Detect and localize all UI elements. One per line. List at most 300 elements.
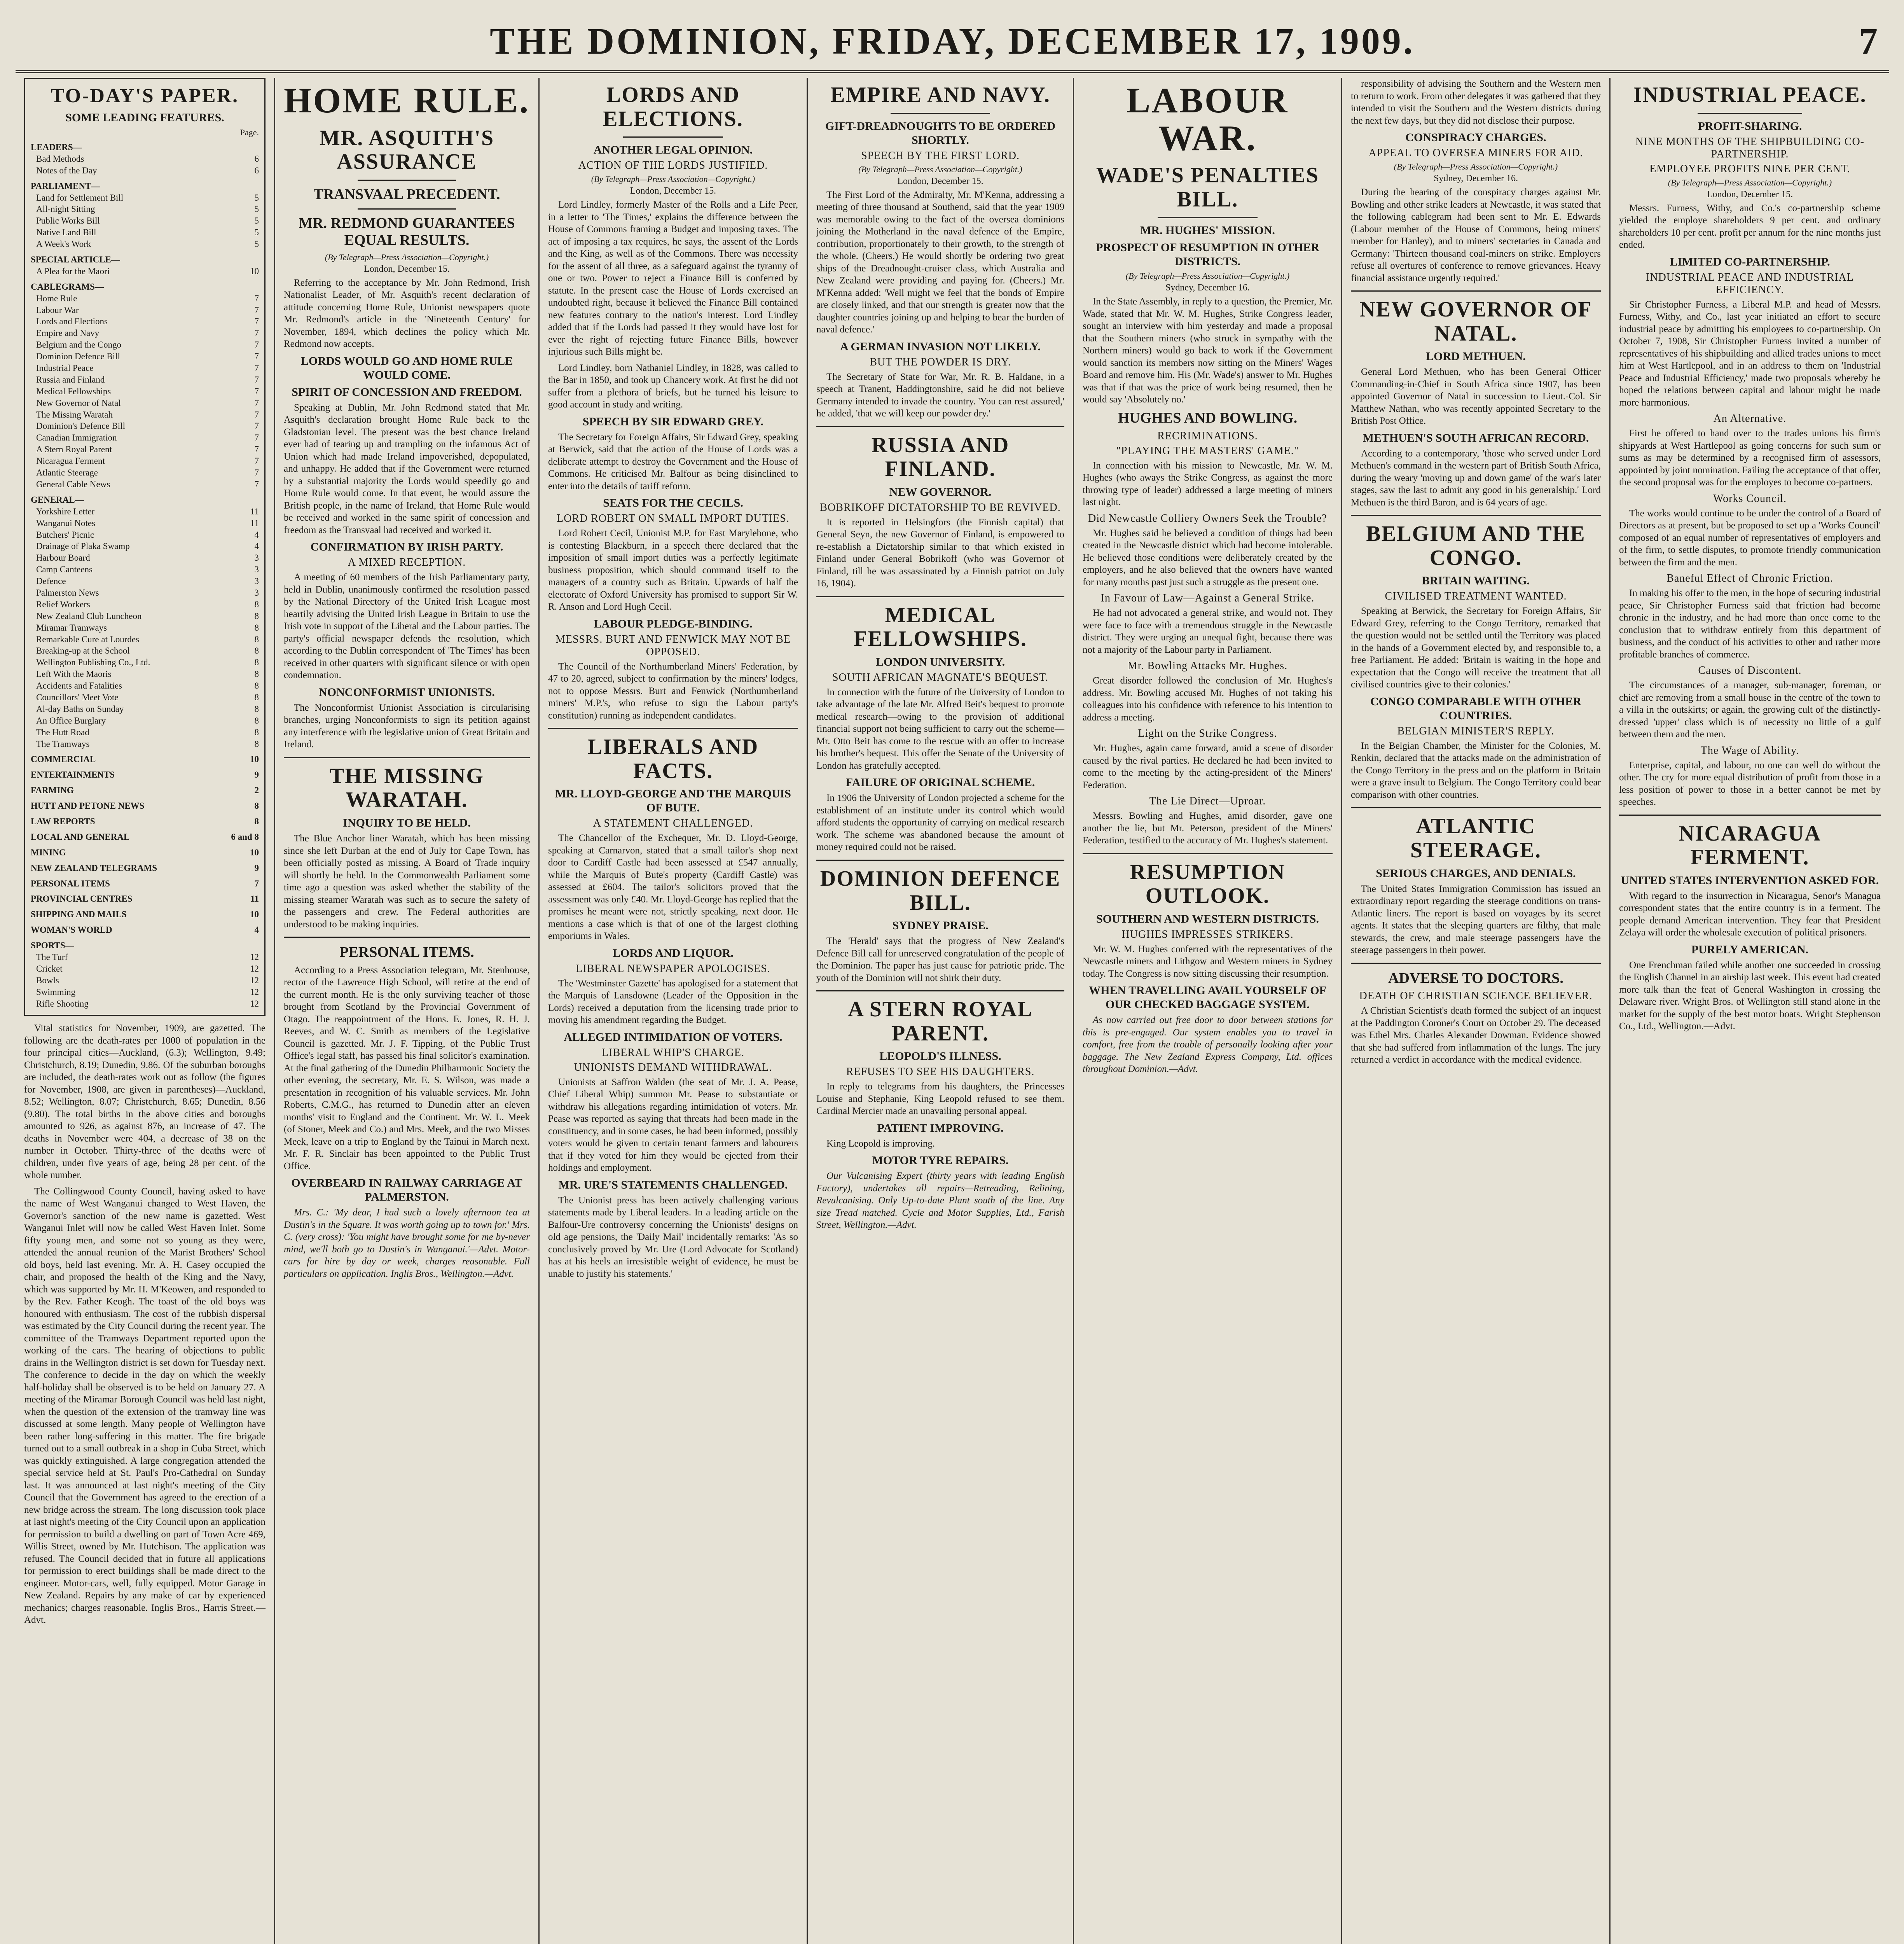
toc-item-label: A Plea for the Maori xyxy=(36,266,110,276)
subhead: SOUTH AFRICAN MAGNATE'S BEQUEST. xyxy=(832,671,1049,684)
article-paragraph: A Christian Scientist's death formed the subject of an inquest at the Paddington Coroner's Court on October 29. The deceased was Ethel Mrs. Charles Alexander Dowman. Evidence showed that she had suffered from inflammation of the lungs. The jury returned a verdict in accordance with the medical evidence. xyxy=(1351,1005,1601,1065)
subhead: An Alternative. xyxy=(1713,413,1787,425)
toc-item-label: Cricket xyxy=(36,963,63,974)
toc-item-label: Yorkshire Letter xyxy=(36,506,95,516)
toc-item-label: Left With the Maoris xyxy=(36,669,112,679)
advertisement: Our Vulcanising Expert (thirty years with leading English Factory), undertakes all repairs—Retreading, Relining, Revulcanising. Only Up-to-date Plant south of the line. Any size Tread matched. Cycle and Motor Supplies, Ltd., Farish Street, Wellington.—Advt. xyxy=(816,1171,1064,1231)
toc-item xyxy=(31,738,259,750)
subhead: OVERBEARD IN RAILWAY CARRIAGE AT PALMERSTON. xyxy=(291,1177,522,1204)
subhead: BELGIAN MINISTER'S REPLY. xyxy=(1397,725,1555,737)
toc-section-label: MINING xyxy=(31,847,66,857)
dateline: London, December 15. xyxy=(630,186,716,196)
toc-section-label: NEW ZEALAND TELEGRAMS xyxy=(31,863,157,873)
article-paragraph: The Nonconformist Unionist Association is circularising branches, urging Nonconformists to sign its petition against any interference with the legislative union of Great Britain and Ireland. xyxy=(284,702,530,750)
toc-page: 8 xyxy=(254,599,259,609)
toc-item xyxy=(31,444,259,455)
subhead: MR. LLOYD-GEORGE AND THE MARQUIS OF BUTE. xyxy=(555,787,791,815)
toc-item xyxy=(31,610,259,622)
toc-page: 3 xyxy=(254,576,259,586)
toc-section xyxy=(31,878,259,890)
toc-section xyxy=(31,924,259,936)
toc-item xyxy=(31,727,259,738)
subhead: BUT THE POWDER IS DRY. xyxy=(870,356,1011,368)
article-paragraph: The Secretary of State for War, Mr. R. B. Haldane, in a speech at Tranent, Haddingtonshire, said he did not believe Germany intended to invade the country. 'You can rest assured,' he added, 'that we will keep our powder dry.' xyxy=(816,371,1064,419)
credit-line: (By Telegraph—Press Association—Copyright.) xyxy=(858,164,1022,174)
toc-section-label: FARMING xyxy=(31,785,74,795)
subhead: CONFIRMATION BY IRISH PARTY. xyxy=(310,540,503,554)
toc-item xyxy=(31,479,259,490)
deck-wade: WADE'S PENALTIES BILL. xyxy=(1096,163,1319,212)
toc-item xyxy=(31,703,259,715)
toc-section xyxy=(31,800,259,812)
toc-page: 2 xyxy=(254,785,259,795)
article-paragraph: Unionists at Saffron Walden (the seat of Mr. J. A. Pease, Chief Liberal Whip) summon Mr. Pease to substantiate or withdraw his allegations regarding intimidation of voters. Mr. Pease was reported as saying that threats had been made in the constituency, and in some cases, he had been informed, possibly voters would be given to certain tenant farmers and labourers that if they voted for him they would be ejected from their holdings and employment. xyxy=(548,1077,798,1173)
toc-item xyxy=(31,622,259,634)
toc-section xyxy=(31,831,259,843)
toc-item xyxy=(31,432,259,444)
subhead: A GERMAN INVASION NOT LIKELY. xyxy=(840,340,1041,353)
toc-item-label: General Cable News xyxy=(36,479,110,489)
toc-section-label: ENTERTAINMENTS xyxy=(31,770,115,780)
toc-item xyxy=(31,215,259,227)
headline-atlantic-steerage: ATLANTIC STEERAGE. xyxy=(1410,814,1541,862)
column-1 xyxy=(16,78,274,1944)
toc-page: 9 xyxy=(254,770,259,780)
article-paragraph: First he offered to hand over to the trades unions his firm's shipyards at West Hartlepool as going concerns for such sum or sums as may be determined by a recognised firm of assessors, appointed by joint nomination. Failing the acceptance of that offer, the second proposal was for the employes to become co-partners. xyxy=(1619,428,1881,488)
subhead: BOBRIKOFF DICTATORSHIP TO BE REVIVED. xyxy=(820,501,1061,514)
toc-item xyxy=(31,634,259,645)
toc-page: 7 xyxy=(254,433,259,443)
article-paragraph: A meeting of 60 members of the Irish Parliamentary party, held in Dublin, unanimously confirmed the resolution passed by the National Directory of the United Irish League most heartily advising the United Irish League in Britain to use the Irish vote in support of the Liberal and the Labour parties. The party's official newspaper defends the resolution, which according to the Dublin correspondent of 'The Times' has been received in other quarters with significant silence or with open condemnation. xyxy=(284,572,530,681)
toc-item-label: Wanganui Notes xyxy=(36,518,96,528)
subhead: UNIONISTS DEMAND WITHDRAWAL. xyxy=(574,1061,772,1073)
toc-item-label: All-night Sitting xyxy=(36,204,95,214)
toc-page: 7 xyxy=(254,456,259,466)
toc-section xyxy=(31,862,259,874)
toc-item xyxy=(31,304,259,316)
subhead: INDUSTRIAL PEACE AND INDUSTRIAL EFFICIENCY. xyxy=(1646,271,1854,296)
toc-item xyxy=(31,293,259,304)
toc-page: 3 xyxy=(254,565,259,575)
column-5 xyxy=(1073,78,1341,1944)
toc-item xyxy=(31,203,259,215)
article-paragraph: In reply to telegrams from his daughters, the Princesses Louise and Stephanie, King Leopold refused to see them. Cardinal Mercier made an unavailing personal appeal. xyxy=(816,1081,1064,1117)
toc-item xyxy=(31,409,259,421)
headline-nicaragua: NICARAGUA FERMENT. xyxy=(1679,821,1821,870)
toc-page: 4 xyxy=(254,925,259,935)
toc-page-heading: Page. xyxy=(240,128,259,137)
toc-item-label: Breaking-up at the School xyxy=(36,646,130,656)
divider xyxy=(816,596,1064,597)
subhead: EMPLOYEE PROFITS NINE PER CENT. xyxy=(1649,163,1850,175)
toc-page: 7 xyxy=(254,374,259,385)
subhead: "PLAYING THE MASTERS' GAME." xyxy=(1116,444,1299,457)
headline-personal-items: PERSONAL ITEMS. xyxy=(339,944,474,961)
column-6 xyxy=(1341,78,1609,1944)
column-2 xyxy=(274,78,538,1944)
article-paragraph: Lord Lindley, formerly Master of the Rolls and a Life Peer, in a letter to 'The Times,' explains the difference between the House of Commons framing a Budget and imposing taxes. The act of imposing a tax requires, he says, the assent of the Lords and the King, as well as of the Commons. There was necessity for the assent of all three, as a safeguard against the tyranny of one or two. Power to reject a Finance Bill is conferred by statute. In the present case the House of Lords exercised an undoubted right, because it believed the Finance Bill contained new features contrary to the nation's interest. Lord Lindley added that if the Lords had passed it they would have lost for ever the right of rejecting future Finance Bills, however injurious such Bills might be. xyxy=(548,199,798,357)
headline-home-rule: HOME RULE. xyxy=(284,80,530,120)
column-4 xyxy=(807,78,1073,1944)
toc-item-label: The Hutt Road xyxy=(36,727,89,737)
toc-item-label: A Week's Work xyxy=(36,239,91,249)
toc-item-label: Bowls xyxy=(36,975,59,985)
deck-resumption: PROSPECT OF RESUMPTION IN OTHER DISTRICTS. xyxy=(1095,241,1320,268)
deck-transvaal: TRANSVAAL PRECEDENT. xyxy=(313,186,500,203)
subhead: PROFIT-SHARING. xyxy=(1698,119,1802,133)
toc-item xyxy=(31,165,259,177)
subhead: MESSRS. BURT AND FENWICK MAY NOT BE OPPOSED. xyxy=(555,633,791,658)
article-paragraph: In the State Assembly, in reply to a question, the Premier, Mr. Wade, stated that Mr. W. M. Hughes, Strike Congress leader, sought an interview with him yesterday and made a proposal that the Southern miners (who struck in sympathy with the Northern miners) would go back to work if the Government would sanction its members now sitting on the Miners' Wages Board and remove him. His (Mr. Wade's) answer to Mr. Hughes was that if that was the price of work being resumed, then he would say 'Absolutely no.' xyxy=(1083,296,1333,405)
column-7 xyxy=(1609,78,1889,1944)
headline-lords: LORDS AND ELECTIONS. xyxy=(603,83,743,131)
divider xyxy=(816,990,1064,991)
toc-page: 8 xyxy=(254,816,259,826)
toc-item-label: Belgium and the Congo xyxy=(36,340,122,350)
article-paragraph: King Leopold is improving. xyxy=(826,1138,935,1149)
toc-item xyxy=(31,327,259,339)
credit-line: (By Telegraph—Press Association—Copyright.) xyxy=(1125,271,1290,281)
toc-section: PARLIAMENT— xyxy=(31,181,100,191)
subhead: CONSPIRACY CHARGES. xyxy=(1405,131,1546,144)
article-paragraph: Speaking at Dublin, Mr. John Redmond stated that Mr. Asquith's declaration brought Home Rule back to the Gladstonian level. The present was the best chance Ireland ever had of tearing up and trampling on the infamous Act of Union which had made Ireland impoverished, depopulated, and unhappy. He added that if the Government were returned by a substantial majority the Lords would speedily go and Home Rule would come. In that event, he would assure the British people, in the name of Ireland, that Home Rule would be received and worked in the same spirit of concession and freedom as the Transvaal had received and worked it. xyxy=(284,402,530,535)
article-paragraph: In making his offer to the men, in the hope of securing industrial peace, Sir Christopher Furness said that friction had become chronic in the industry, and he had more than once come to the conclusion that to withdraw entirely from this department of business, and the conduct of his activities to other and rather more profitable branches of commerce. xyxy=(1619,588,1881,660)
toc-page: 8 xyxy=(254,611,259,621)
subhead: Mr. Bowling Attacks Mr. Hughes. xyxy=(1127,660,1288,672)
toc-page: 8 xyxy=(254,801,259,811)
subhead: CONGO COMPARABLE WITH OTHER COUNTRIES. xyxy=(1370,695,1582,722)
article-paragraph: In connection with the future of the University of London to take advantage of the late Mr. Alfred Beit's bequest to promote medical research—owing to the provision of additional financial support not being sufficient to carry out the scheme—Mr. Otto Beit has come to the rescue with an offer to increase his brother's bequest. This offer the Senate of the University of London has gratefully accepted. xyxy=(816,687,1064,771)
toc-item xyxy=(31,998,259,1010)
toc-page: 7 xyxy=(254,468,259,478)
toc-page: 11 xyxy=(250,894,259,904)
toc-item-label: The Turf xyxy=(36,952,68,962)
article-paragraph: With regard to the insurrection in Nicaragua, Senor's Managua correspondent states that the entire country is in a ferment. The people demand American intervention. They fear that President Zelaya will order the wholesale execution of political prisoners. xyxy=(1619,890,1881,938)
toc-page: 7 xyxy=(254,479,259,489)
toc-item xyxy=(31,397,259,409)
toc-page: 12 xyxy=(250,975,259,985)
toc-section-label: LOCAL AND GENERAL xyxy=(31,832,130,842)
divider xyxy=(358,180,456,181)
headline-natal: NEW GOVERNOR OF NATAL. xyxy=(1359,297,1592,346)
toc-section xyxy=(31,847,259,858)
toc-item-label: Medical Fellowships xyxy=(36,386,111,396)
subhead: REFUSES TO SEE HIS DAUGHTERS. xyxy=(846,1066,1035,1078)
toc-item-label: Drainage of Plaka Swamp xyxy=(36,541,130,551)
toc-item xyxy=(31,506,259,517)
page-number: 7 xyxy=(1859,20,1878,62)
article-paragraph: According to a Press Association telegram, Mr. Stenhouse, rector of the Lawrence High School, will retire at the end of the current month. He is the only surviving teacher of those brought from Scotland by the Provincial Government of Otago. The reappointment of the Hons. E. Jones, R. H. J. Reeves, and W. C. Smith as members of the Legislative Council is gazetted. Mr. J. F. Tipping, of the Public Trust Office's legal staff, has passed his final solicitor's examination. At the final gathering of the Dunedin Philharmonic Society the other evening, the secretary, Mr. E. S. Wilson, was made a presentation in recognition of his valuable services. Mr. John Roberts, C.M.G., has returned to Dunedin after an eleven months' visit to England and the Continent. Mr. W. L. Meek (of Stoner, Meek and Co.) and Mrs. Meek, and the two Misses Meek, leave on a trip to England by the Tainui in March next. Mr. F. R. Sinclair has been appointed to the Public Trust Office. xyxy=(284,965,530,1171)
article-paragraph: Sir Christopher Furness, a Liberal M.P. and head of Messrs. Furness, Withy, and Co., last year initiated an effort to secure industrial peace by admitting his employees to co-partnership. On October 7, 1908, Sir Christopher Furness invited a number of representatives of his shipbuilding and allied trades unions to meet him at West Hartlepool, and in an address to them on 'Industrial Peace and Industrial Efficiency,' made two proposals whereby he hoped the relations between capital and labour might be made more harmonious. xyxy=(1619,299,1881,408)
article-paragraph: The First Lord of the Admiralty, Mr. M'Kenna, addressing a meeting of three thousand at Southend, said that the year 1909 was memorable owing to the fact of the oversea dominions joining the Motherland in the naval defence of the Empire, contribution, proportionately to their growth, to the strength of the whole. (Cheers.) He would shortly be ordering two great ships of the Dreadnought-cruiser class, which Australia and New Zealand were providing and paying for. (Cheers.) Mr. M'Kenna added: 'Well might we feel that the bonds of Empire are closely linked, and that our strength is greater now that the daughter countries joining up and helping to bear the burden of naval defence.' xyxy=(816,189,1064,335)
article-paragraph: Mr. Hughes said he believed a condition of things had been created in the Newcastle district which had become intolerable. He believed those conditions were deliberately created by the employers, and he also believed that the owners have wanted for many months past just such a struggle as the present one. xyxy=(1083,528,1333,587)
toc-page: 8 xyxy=(254,692,259,702)
subhead: Baneful Effect of Chronic Friction. xyxy=(1666,572,1833,585)
subhead: Causes of Discontent. xyxy=(1698,664,1802,677)
toc-page: 7 xyxy=(254,351,259,362)
article-paragraph: Lord Robert Cecil, Unionist M.P. for East Marylebone, who is contesting Blackburn, in a speech there declared that the imposition of small import duties was a perfectly legitimate business proposition, which should command itself to the managers of a country such as Britain. Upwards of half the electorate of Oxford University has promised to support Sir W. R. Anson and Lord Hugh Cecil. xyxy=(548,528,798,612)
article-paragraph: The 'Westminster Gazette' has apologised for a statement that the Marquis of Lansdowne (Leader of the Opposition in the Lords) received a deputation from the licensing trade prior to moving his amendment regarding the Budget. xyxy=(548,978,798,1026)
toc-item xyxy=(31,374,259,386)
toc-item-label: Labour War xyxy=(36,305,79,315)
subhead: LEOPOLD'S ILLNESS. xyxy=(879,1050,1001,1063)
divider xyxy=(1619,815,1881,816)
toc-page: 7 xyxy=(254,305,259,315)
todays-paper-title: TO-DAY'S PAPER. xyxy=(51,85,239,107)
subhead: A MIXED RECEPTION. xyxy=(348,556,466,569)
toc-item-label: Harbour Board xyxy=(36,553,90,563)
toc-item xyxy=(31,963,259,975)
toc-section-label: WOMAN'S WORLD xyxy=(31,925,112,935)
toc-item-label: Notes of the Day xyxy=(36,165,97,175)
toc-page: 7 xyxy=(254,363,259,373)
toc-item-label: Al-day Baths on Sunday xyxy=(36,704,124,714)
subhead: NONCONFORMIST UNIONISTS. xyxy=(319,685,495,699)
toc-item-label: Defence xyxy=(36,576,66,586)
toc-page: 8 xyxy=(254,634,259,644)
toc-page: 12 xyxy=(250,952,259,962)
headline-empire-navy: EMPIRE AND NAVY. xyxy=(830,83,1050,107)
subhead: MR. URE'S STATEMENTS CHALLENGED. xyxy=(558,1178,788,1191)
toc-page: 8 xyxy=(254,657,259,668)
article-paragraph: responsibility of advising the Southern and the Western men to return to work. From other delegates it was gathered that they intended to visit the Southern and the Western districts during the next few days, but they did not disclose their purpose. xyxy=(1351,79,1601,126)
toc-item-label: Councillors' Meet Vote xyxy=(36,692,119,702)
toc-item-label: Remarkable Cure at Lourdes xyxy=(36,634,140,644)
toc-item xyxy=(31,951,259,963)
toc-item xyxy=(31,692,259,703)
advertisement: As now carried out free door to door between stations for this is pre-engaged. Our system enables you to travel in comfort, free from the trouble of personally looking after your baggage. The New Zealand Express Company, Ltd. offices throughout Dominion.—Advt. xyxy=(1083,1015,1333,1075)
toc-page: 7 xyxy=(254,409,259,420)
subhead: APPEAL TO OVERSEA MINERS FOR AID. xyxy=(1368,147,1583,159)
toc-item-label: Accidents and Fatalities xyxy=(36,681,122,691)
toc-page: 4 xyxy=(254,530,259,540)
toc-page: 7 xyxy=(254,421,259,431)
toc-item-label: Home Rule xyxy=(36,293,77,303)
dateline: Sydney, December 16. xyxy=(1165,283,1250,293)
toc-item-label: Dominion Defence Bill xyxy=(36,351,120,362)
toc-item xyxy=(31,657,259,668)
toc-section: SPORTS— xyxy=(31,941,74,951)
subhead: FAILURE OF ORIGINAL SCHEME. xyxy=(845,776,1035,789)
toc-page: 6 xyxy=(254,165,259,175)
subhead: SEATS FOR THE CECILS. xyxy=(603,496,743,510)
article-paragraph: According to a contemporary, 'those who served under Lord Methuen's command in the western part of British South Africa, during the weary 'moving up and down game' of the war's later stages, saw the last to admit any good in his generalship.' Lord Methuen is the third Baron, and is 64 years of age. xyxy=(1351,448,1601,508)
subhead: PURELY AMERICAN. xyxy=(1691,943,1809,956)
article-paragraph: The United States Immigration Commission has issued an extraordinary report regarding the steerage conditions on trans-Atlantic liners. The report is based on voyages by its secret agents. It states that the sleeping quarters are filthy, that male stewards, the crew, and male steerage passengers have the steerage passengers in their power. xyxy=(1351,883,1601,956)
todays-paper-box xyxy=(24,78,266,1016)
toc-section-label: LAW REPORTS xyxy=(31,816,95,826)
dateline: London, December 15. xyxy=(897,176,983,186)
article-paragraph: In the Belgian Chamber, the Minister for the Colonies, M. Renkin, declared that the attacks made on the administration of the Congo Territory in the press and on the platform in Britain were a grave insult to Belgium. The Congo Territory could bear comparison with other countries. xyxy=(1351,740,1601,800)
subhead: INQUIRY TO BE HELD. xyxy=(343,816,471,830)
toc-page: 7 xyxy=(254,444,259,455)
toc-page: 8 xyxy=(254,715,259,726)
subhead: LORDS AND LIQUOR. xyxy=(613,946,734,960)
subhead: Light on the Strike Congress. xyxy=(1138,727,1277,740)
headline-stern-parent: A STERN ROYAL PARENT. xyxy=(848,997,1033,1045)
toc-item-label: Public Works Bill xyxy=(36,216,100,226)
subhead: LORD METHUEN. xyxy=(1426,350,1526,363)
toc-page: 3 xyxy=(254,587,259,598)
subhead: LABOUR PLEDGE-BINDING. xyxy=(594,617,753,630)
toc-page: 5 xyxy=(254,227,259,238)
toc-item xyxy=(31,192,259,204)
toc-item-label: Dominion's Defence Bill xyxy=(36,421,125,431)
subhead: LIBERAL WHIP'S CHARGE. xyxy=(602,1046,744,1059)
toc-item xyxy=(31,351,259,362)
article-paragraph: The Blue Anchor liner Waratah, which has been missing since she left Durban at the end of July for Cape Town, has been officially posted as missing. A Board of Trade inquiry will shortly be held. In the Commonwealth Parliament some time ago a question was asked whether the stability of the missing steamer Waratah was such as to secure the safety of the passengers and crew. The Federal authorities are understood to be making inquiries. xyxy=(284,833,530,930)
article-paragraph: The Chancellor of the Exchequer, Mr. D. Lloyd-George, speaking at Carnarvon, stated that a small tailor's shop next door to Cardiff Castle had been assessed at £547 annually, while the Marquis of Bute's property (Cardiff Castle) was assessed at £604. The tailor's solicitors proved that the assessment was only £40. Mr. Lloyd-George has replied that the promises he meant were not, strictly speaking, next door. He mentions a case which is that of one of the largest clothing emporiums in Wales. xyxy=(548,833,798,942)
divider xyxy=(623,136,723,138)
toc-item xyxy=(31,552,259,564)
divider xyxy=(1083,853,1333,854)
article-paragraph: During the hearing of the conspiracy charges against Mr. Bowling and other strike leaders at Newcastle, it was stated that the following cablegram had been sent to Mr. E. Edwards (Labour member of the House of Commons, being miners' member for Hanley), and to miners' secretaries in Canada and Germany: 'Thirteen thousand coal-miners on strike. Employers refuse all overtures of conference to remove grievances. Heavy financial assistance urgently required.' xyxy=(1351,187,1601,283)
divider xyxy=(1351,290,1601,292)
headline-adverse-doctors: ADVERSE TO DOCTORS. xyxy=(1388,970,1563,986)
vital-statistics: Vital statistics for November, 1909, are gazetted. The following are the death-rates per 1000 of population in the four principal cities—Auckland, (6.3); Wellington, 9.49; Christchurch, 8.19; Dunedin, 9.86. Of the suburban boroughs are included, the death-rates work out as follow (the figures for November, 1908, are given in parentheses)—Auckland, 8.52; Wellington, 8.07; Christchurch, 8.65; Dunedin, 8.56 (9.80). The total births in the above cities and boroughs amounted to 926, as against 876, an increase of 47. The deaths in November were 404, a decrease of 38 on the number in October. Thirty-three of the deaths were of children, under five years of age, being 28 per cent. of the whole number. xyxy=(24,1023,266,1181)
divider xyxy=(358,208,456,210)
toc-page: 5 xyxy=(254,204,259,214)
toc-item-label: A Stern Royal Parent xyxy=(36,444,112,455)
toc-item-label: Miramar Tramways xyxy=(36,622,107,633)
headline-labour-war: LABOUR WAR. xyxy=(1126,80,1289,158)
dateline: Sydney, December 16. xyxy=(1433,173,1518,184)
article-paragraph: The circumstances of a manager, sub-manager, foreman, or chief are removing from a small house in the centre of the town to a villa in the outskirts; or again, the growing cult of the distinctly-dressed 'upper' class which is of necessity no little of a gulf between them and the men. xyxy=(1619,680,1881,740)
divider xyxy=(1698,113,1802,114)
toc-section-label: PERSONAL ITEMS xyxy=(31,878,110,888)
subhead: CIVILISED TREATMENT WANTED. xyxy=(1385,590,1567,603)
toc-page: 8 xyxy=(254,739,259,749)
toc-item xyxy=(31,529,259,541)
credit-line: (By Telegraph—Press Association—Copyright.) xyxy=(591,174,755,184)
toc-section-label: PROVINCIAL CENTRES xyxy=(31,894,133,904)
toc-section xyxy=(31,753,259,765)
credit-line: (By Telegraph—Press Association—Copyright.) xyxy=(325,252,489,262)
article-paragraph: Enterprise, capital, and labour, no one can well do without the other. The cry for more equal distribution of profit from those in a less position of power to those in a better cannot be met by speeches. xyxy=(1619,760,1881,808)
subhead: NINE MONTHS OF THE SHIPBUILDING CO-PARTNERSHIP. xyxy=(1635,135,1865,160)
newspaper-page xyxy=(16,16,1889,1944)
toc-item xyxy=(31,599,259,610)
article-paragraph: Referring to the acceptance by Mr. John Redmond, Irish Nationalist Leader, of Mr. Asquith's recent declaration of attitude concerning Home Rule, Unionist newspapers quote Mr. Redmond's article in the 'Nineteenth Century' for November, 1894, which declines the policy which Mr. Redmond now accepts. xyxy=(284,277,530,350)
toc-item xyxy=(31,517,259,529)
toc-page: 7 xyxy=(254,293,259,303)
credit-line: (By Telegraph—Press Association—Copyright.) xyxy=(1668,177,1832,187)
toc-item-label: Relief Workers xyxy=(36,599,90,609)
divider xyxy=(891,113,990,114)
divider xyxy=(816,860,1064,861)
divider xyxy=(816,426,1064,427)
deck-asquith: MR. ASQUITH'S ASSURANCE xyxy=(319,126,494,174)
credit-line: (By Telegraph—Press Association—Copyright.) xyxy=(1394,162,1558,171)
toc-item-label: Swimming xyxy=(36,987,75,997)
toc-page: 7 xyxy=(254,878,259,888)
toc-item xyxy=(31,227,259,238)
toc-page: 8 xyxy=(254,704,259,714)
article-paragraph: The Unionist press has been actively challenging various statements made by Liberal leaders. In a leading article on the Balfour-Ure controversy concerning the Unionists' designs on old age pensions, the 'Daily Mail' incidentally remarks: 'As so conclusively proved by Mr. Ure (Lord Advocate for Scotland) has at his heels an irresistible weight of evidence, he must be unable to justify his statements.' xyxy=(548,1195,798,1279)
masthead-title: THE DOMINION, FRIDAY, DECEMBER 17, 1909. xyxy=(490,20,1415,62)
toc-item-label: Land for Settlement Bill xyxy=(36,192,124,203)
toc-item-label: Russia and Finland xyxy=(36,374,105,385)
deck-hughes: MR. HUGHES' MISSION. xyxy=(1140,224,1275,237)
toc-page: 8 xyxy=(254,669,259,679)
toc-page: 7 xyxy=(254,316,259,327)
subhead: DEATH OF CHRISTIAN SCIENCE BELIEVER. xyxy=(1359,990,1593,1002)
article-paragraph: Lord Lindley, born Nathaniel Lindley, in 1828, was called to the Bar in 1850, and took up Chancery work. At first he did not suffer from a plethora of briefs, but he turned his leisure to good account in study and writing. xyxy=(548,362,798,410)
toc-item xyxy=(31,587,259,599)
advertisement: Mrs. C.: 'My dear, I had such a lovely afternoon tea at Dustin's in the Square. It was worth going up to town for.' Mrs. C. (very cross): 'You might have brought some for me by-never mind, we'll both go to Dustin's in Wanganui.'—Advt. Motor-cars for hire by day or week, charges reasonable. Full particulars on application. Inglis Bros., Wellington.—Advt. xyxy=(284,1207,530,1279)
toc-item xyxy=(31,386,259,397)
divider xyxy=(548,728,798,729)
toc-page: 6 and 8 xyxy=(231,832,259,842)
toc-item xyxy=(31,668,259,680)
toc-page: 12 xyxy=(250,998,259,1009)
toc-item-label: Wellington Publishing Co., Ltd. xyxy=(36,657,150,668)
columns xyxy=(16,78,1889,1944)
subhead: The Lie Direct—Uproar. xyxy=(1149,795,1266,808)
subhead: SPEECH BY THE FIRST LORD. xyxy=(861,149,1020,162)
toc-item-label: Industrial Peace xyxy=(36,363,94,373)
headline-industrial-peace: INDUSTRIAL PEACE. xyxy=(1633,83,1867,107)
toc-section: SPECIAL ARTICLE— xyxy=(31,255,120,265)
toc-item-label: New Zealand Club Luncheon xyxy=(36,611,142,621)
toc-item xyxy=(31,316,259,327)
toc-page: 3 xyxy=(254,553,259,563)
toc-page: 7 xyxy=(254,386,259,396)
toc-item xyxy=(31,540,259,552)
subhead: BRITAIN WAITING. xyxy=(1422,574,1530,587)
column-3 xyxy=(538,78,807,1944)
subhead: LIMITED CO-PARTNERSHIP. xyxy=(1670,255,1830,268)
toc-item-label: Rifle Shooting xyxy=(36,998,89,1009)
subhead: SPEECH BY SIR EDWARD GREY. xyxy=(582,415,764,428)
subhead: GIFT-DREADNOUGHTS TO BE ORDERED SHORTLY. xyxy=(825,119,1056,147)
subhead: HUGHES IMPRESSES STRIKERS. xyxy=(1121,928,1294,941)
toc-item xyxy=(31,362,259,374)
article-paragraph: The works would continue to be under the control of a Board of Directors as at present, but be proposed to set up a 'Works Council' composed of an equal number of representatives of employers and of the firm, to settle disputes, to promote friendly communication between the firm and the men. xyxy=(1619,508,1881,568)
toc-page: 11 xyxy=(250,518,259,528)
article-paragraph: Mr. W. M. Hughes conferred with the representatives of the Newcastle miners and Lithgow and Western miners in Sydney today. The Congress is now sitting discussing their resumption. xyxy=(1083,944,1333,979)
toc-section-label: COMMERCIAL xyxy=(31,754,96,764)
toc-page: 12 xyxy=(250,987,259,997)
headline-medical-fellowships: MEDICAL FELLOWSHIPS. xyxy=(854,603,1027,651)
toc-item xyxy=(31,680,259,692)
subhead: UNITED STATES INTERVENTION ASKED FOR. xyxy=(1621,874,1879,887)
article-paragraph: The Council of the Northumberland Miners' Federation, by 47 to 20, agreed, subject to confirmation by the miners' lodges, not to oppose Messrs. Burt and Fenwick (Northumberland miners' M.P.'s, who refuse to sign the Labour party's constitution) running as independent candidates. xyxy=(548,661,798,721)
toc-item-label: Nicaragua Ferment xyxy=(36,456,105,466)
toc-page: 9 xyxy=(254,863,259,873)
subhead: HUGHES AND BOWLING. xyxy=(1118,409,1298,426)
subhead: SPIRIT OF CONCESSION AND FREEDOM. xyxy=(292,385,522,399)
article-paragraph: The 'Herald' says that the progress of New Zealand's Defence Bill call for unreserved congratulation of the people of the Dominion. The paper has just cause for patriotic pride. The youth of the Dominion will not shirk their duty. xyxy=(816,936,1064,983)
toc-page: 10 xyxy=(250,266,259,276)
subhead: LORDS WOULD GO AND HOME RULE WOULD COME. xyxy=(300,354,513,381)
divider xyxy=(284,757,530,758)
toc-item-label: Atlantic Steerage xyxy=(36,468,98,478)
headline-waratah: THE MISSING WARATAH. xyxy=(330,764,484,812)
subhead: SYDNEY PRAISE. xyxy=(892,919,989,932)
article-paragraph: He had not advocated a general strike, and would not. They were face to face with a tremendous struggle in the Newcastle district. They were urging an unequal fight, because there was not a majority of the Labour party in Parliament. xyxy=(1083,608,1333,655)
dateline: London, December 15. xyxy=(363,264,450,274)
subhead: Works Council. xyxy=(1713,492,1787,505)
toc-item xyxy=(31,238,259,250)
article-paragraph: Mr. Hughes, again came forward, amid a scene of disorder caused by the rival parties. He declared he had been invited to come to the meeting by the acting-president of the Miners' Federation. xyxy=(1083,743,1333,790)
contents-list xyxy=(31,142,259,1009)
toc-section: LEADERS— xyxy=(31,142,82,152)
toc-section xyxy=(31,785,259,796)
toc-page: 5 xyxy=(254,239,259,249)
toc-item-label: Empire and Navy xyxy=(36,328,100,338)
toc-section: GENERAL— xyxy=(31,495,84,505)
